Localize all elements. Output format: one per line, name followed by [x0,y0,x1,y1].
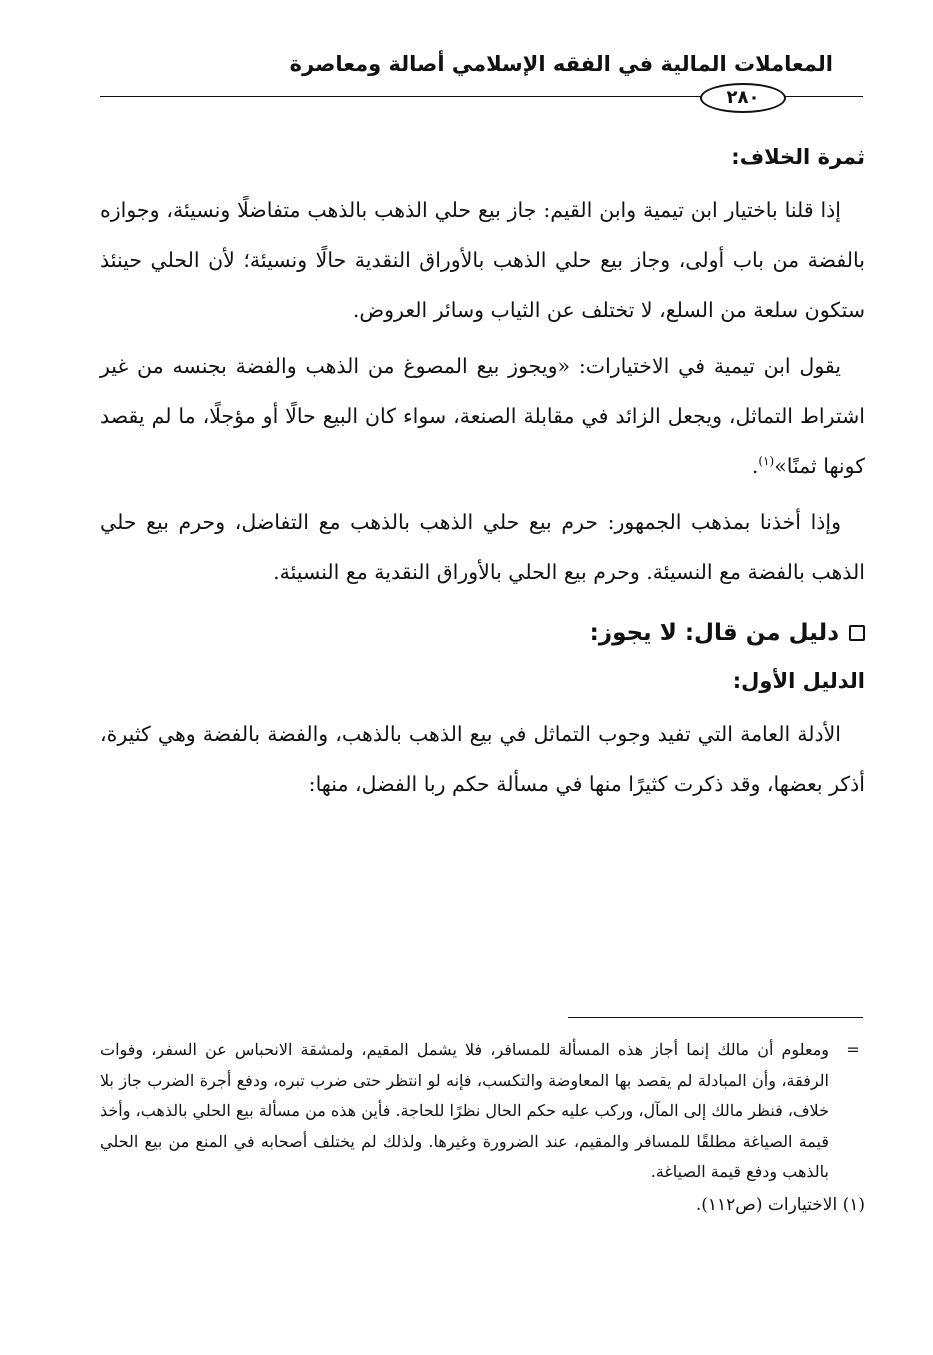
paragraph-3: وإذا أخذنا بمذهب الجمهور: حرم بيع حلي الذهب بالذهب مع التفاضل، وحرم بيع حلي الذهب بالفضة مع النسيئة. وحرم بيع الحلي بالأوراق النقدية مع النسيئة. [100,510,865,584]
footnote-ref-1[interactable]: (١) [758,454,775,469]
footnote-continuation [100,1035,865,1188]
footnote-1: (١) الاختيارات (ص١١٢). [695,1194,865,1215]
section-title [100,607,865,659]
heading-first-evidence: الدليل الأول: [732,669,865,693]
footnote-rule [568,1017,863,1018]
footnotes [100,1035,865,1220]
heading-fruit-of-dispute: ثمرة الخلاف: [731,145,865,169]
continuation-mark: = [846,1040,860,1059]
page-number: ٢٨٠ [700,83,786,113]
running-title: المعاملات المالية في الفقه الإسلامي أصالة ومعاصرة [289,52,833,76]
paragraph-2-text: يقول ابن تيمية في الاختيارات: «ويجوز بيع المصوغ من الذهب والفضة بجنسه من غير اشتراط التماثل، ويجعل الزائد في مقابلة الصنعة، سواء كان البيع حالًا أو مؤجلًا، ما لم يقصد كونها ثمنًا» [100,354,865,478]
paragraph-1: إذا قلنا باختيار ابن تيمية وابن القيم: جاز بيع حلي الذهب بالذهب متفاضلًا ونسيئة، وجوازه بالفضة من باب أولى، وجاز بيع حلي الذهب بالأوراق النقدية حالًا ونسيئة؛ لأن الحلي حينئذ ستكون سلعة من السلع، لا تختلف عن الثياب وسائر العروض. [100,198,865,322]
square-bullet-icon [849,625,865,641]
main-content [100,135,865,815]
continuation-text: ومعلوم أن مالك إنما أجاز هذه المسألة للمسافر، فلا يشمل المقيم، ولمشقة الانحباس عن السفر، وفوات الرفقة، وأن المبادلة لم يقصد بها المعاوضة والتكسب، فإنه لو انتظر حتى ضرب تبره، ودفع أجرة الضرب جاز بلا خلاف، فنظر مالك إلى المآل، وركب عليه حكم الحال نظرًا للحاجة. فأين هذه من مسألة بيع الحلي بالذهب، وأخذ قيمة الصياغة مطلقًا للمسافر والمقيم، عند الضرورة وغيرها. ولذلك لم يختلف أصحابه في المنع من بيع الحلي بالذهب ودفع قيمة الصياغة. [100,1040,829,1181]
section-title-text: دليل من قال: لا يجوز: [589,620,839,646]
paragraph-2-end: . [751,454,759,478]
paragraph-2 [100,341,865,491]
paragraph-4: الأدلة العامة التي تفيد وجوب التماثل في بيع الذهب بالذهب، والفضة بالفضة وهي كثيرة، أذكر بعضها، وقد ذكرت كثيرًا منها في مسألة حكم ربا الفضل، منها: [100,722,865,796]
